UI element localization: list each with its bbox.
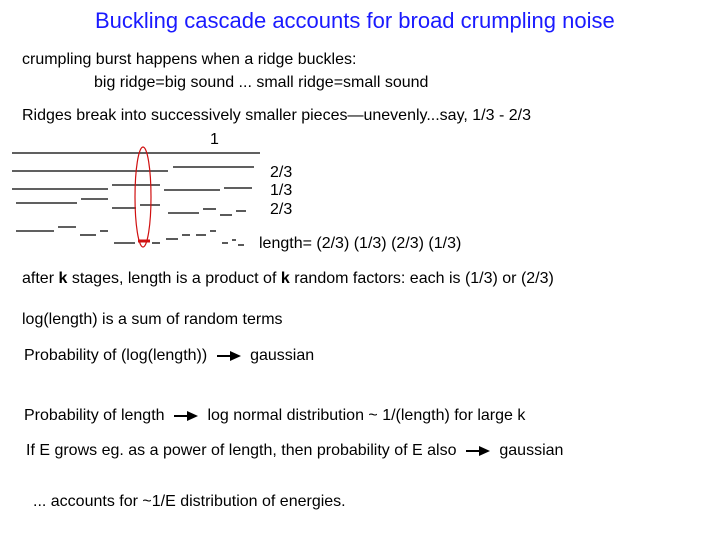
- slide-title: Buckling cascade accounts for broad crumpling noise: [95, 8, 615, 33]
- energy-text: [26, 441, 563, 461]
- stages-text-part: stages, length is a product of: [67, 270, 281, 287]
- intro-line-2: big ridge=big sound ... small ridge=small sound: [94, 74, 429, 91]
- right-arrow-icon: [216, 350, 242, 362]
- stages-text: [22, 269, 554, 289]
- prob-log-result: gaussian: [250, 347, 315, 364]
- fraction-label: 2/3: [270, 164, 293, 181]
- energy-result: gaussian: [499, 442, 564, 459]
- prob-length-label: Probability of length: [24, 407, 165, 424]
- intro-line-3: Ridges break into successively smaller pieces—unevenly...say, 1/3 - 2/3: [22, 107, 531, 124]
- intro-line-1: crumpling burst happens when a ridge buckles:: [22, 51, 357, 68]
- prob-log-label: Probability of (log(length)): [24, 347, 208, 364]
- final-text: ... accounts for ~1/E distribution of energies.: [33, 493, 346, 510]
- ridge-segments: [12, 153, 260, 245]
- path-highlight-ellipse: [135, 147, 151, 247]
- prob-length-result: log normal distribution ~ 1/(length) for large k: [207, 407, 526, 424]
- right-arrow-icon: [173, 410, 199, 422]
- stages-text-part: random factors: each is (1/3) or (2/3): [289, 270, 554, 287]
- fraction-label: 2/3: [270, 201, 293, 218]
- log-sum-text: log(length) is a sum of random terms: [22, 311, 283, 328]
- fraction-label: 1/3: [270, 182, 293, 199]
- k-symbol: k: [280, 270, 290, 287]
- energy-label: If E grows eg. as a power of length, then probability of E also: [26, 442, 457, 459]
- length-formula: length= (2/3) (1/3) (2/3) (1/3): [259, 235, 462, 252]
- prob-log-text: [24, 346, 314, 366]
- diagram-top-label: 1: [210, 131, 219, 148]
- stages-text-part: after: [22, 270, 59, 287]
- k-symbol: k: [58, 270, 68, 287]
- prob-length-text: [24, 406, 525, 426]
- right-arrow-icon: [465, 445, 491, 457]
